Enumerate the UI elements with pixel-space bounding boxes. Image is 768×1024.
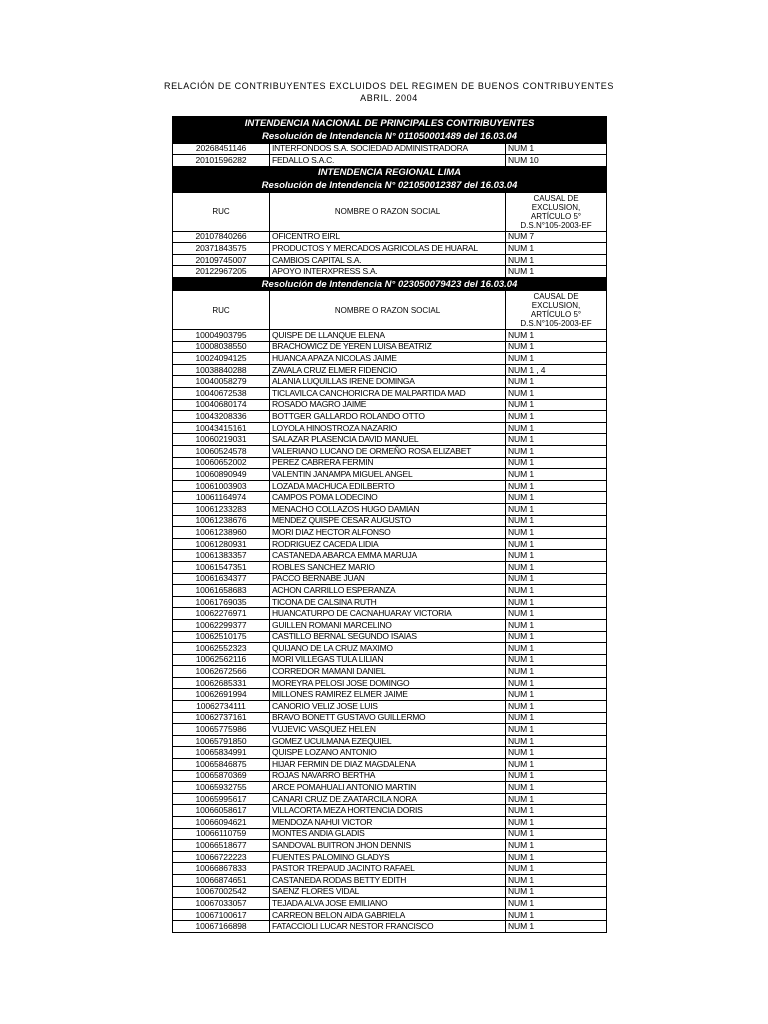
name-cell: RODRIGUEZ CACEDA LIDIA bbox=[270, 538, 506, 550]
name-cell: ROBLES SANCHEZ MARIO bbox=[270, 561, 506, 573]
ruc-cell: 10061238960 bbox=[173, 527, 270, 539]
intendencia-title: INTENDENCIA REGIONAL LIMA bbox=[173, 166, 607, 179]
ruc-cell: 10065870369 bbox=[173, 770, 270, 782]
name-cell: CAMBIOS CAPITAL S.A. bbox=[270, 254, 506, 266]
table-row bbox=[173, 735, 607, 747]
ruc-cell: 10065834991 bbox=[173, 747, 270, 759]
ruc-cell: 10062672566 bbox=[173, 666, 270, 678]
ruc-cell: 20109745007 bbox=[173, 254, 270, 266]
ruc-cell: 10067166898 bbox=[173, 921, 270, 933]
name-cell: VALENTIN JANAMPA MIGUEL ANGEL bbox=[270, 469, 506, 481]
ruc-cell: 10067033057 bbox=[173, 898, 270, 910]
name-cell: MENACHO COLLAZOS HUGO DAMIAN bbox=[270, 503, 506, 515]
table-row bbox=[173, 231, 607, 243]
causal-cell: NUM 1 bbox=[506, 863, 607, 875]
name-cell: FEDALLO S.A.C. bbox=[270, 155, 506, 167]
section-band bbox=[173, 278, 607, 291]
ruc-cell: 10060890949 bbox=[173, 469, 270, 481]
causal-cell: NUM 1 bbox=[506, 422, 607, 434]
name-cell: PASTOR TREPAUD JACINTO RAFAEL bbox=[270, 863, 506, 875]
table-row bbox=[173, 782, 607, 794]
table-row bbox=[173, 631, 607, 643]
table-row bbox=[173, 608, 607, 620]
table-body bbox=[173, 117, 607, 933]
table-row bbox=[173, 898, 607, 910]
ruc-cell: 20101596282 bbox=[173, 155, 270, 167]
name-cell: PEREZ CABRERA FERMIN bbox=[270, 457, 506, 469]
name-cell: HUANCA APAZA NICOLAS JAIME bbox=[270, 353, 506, 365]
causal-cell: NUM 1 bbox=[506, 793, 607, 805]
causal-cell: NUM 1 bbox=[506, 341, 607, 353]
section-band bbox=[173, 179, 607, 192]
name-cell: MOREYRA PELOSI JOSE DOMINGO bbox=[270, 677, 506, 689]
ruc-cell: 10061238676 bbox=[173, 515, 270, 527]
ruc-cell: 20122967205 bbox=[173, 266, 270, 278]
causal-cell: NUM 1 bbox=[506, 550, 607, 562]
causal-cell: NUM 1 bbox=[506, 782, 607, 794]
name-cell: BRACHOWICZ DE YEREN LUISA BEATRIZ bbox=[270, 341, 506, 353]
column-header-row bbox=[173, 192, 607, 231]
ruc-cell: 10067002542 bbox=[173, 886, 270, 898]
table-row bbox=[173, 770, 607, 782]
table-row bbox=[173, 677, 607, 689]
causal-cell: NUM 1 bbox=[506, 330, 607, 342]
ruc-cell: 10062552323 bbox=[173, 643, 270, 655]
causal-cell: NUM 1 bbox=[506, 446, 607, 458]
table-row bbox=[173, 399, 607, 411]
causal-header-line: CAUSAL DE bbox=[533, 193, 579, 203]
ruc-cell: 10040672538 bbox=[173, 388, 270, 400]
table-row bbox=[173, 376, 607, 388]
table-row bbox=[173, 863, 607, 875]
causal-cell: NUM 1 bbox=[506, 411, 607, 423]
table-row bbox=[173, 503, 607, 515]
causal-cell: NUM 1 bbox=[506, 457, 607, 469]
name-column-header: NOMBRE O RAZON SOCIAL bbox=[270, 291, 506, 330]
ruc-cell: 10061383357 bbox=[173, 550, 270, 562]
ruc-cell: 10066867833 bbox=[173, 863, 270, 875]
causal-column-header bbox=[506, 192, 607, 231]
causal-cell: NUM 1 bbox=[506, 376, 607, 388]
ruc-cell: 10061769035 bbox=[173, 596, 270, 608]
causal-header-line: ARTÍCULO 5° bbox=[530, 310, 582, 320]
table-row bbox=[173, 573, 607, 585]
name-cell: SALAZAR PLASENCIA DAVID MANUEL bbox=[270, 434, 506, 446]
ruc-cell: 10067100617 bbox=[173, 909, 270, 921]
resolution-title: Resolución de Intendencia N° 023050079423 del 16.03.04 bbox=[173, 278, 607, 291]
causal-cell: NUM 1 bbox=[506, 724, 607, 736]
table-row bbox=[173, 469, 607, 481]
ruc-cell: 10060524578 bbox=[173, 446, 270, 458]
ruc-cell: 10004903795 bbox=[173, 330, 270, 342]
ruc-cell: 10062276971 bbox=[173, 608, 270, 620]
causal-cell: NUM 1 bbox=[506, 909, 607, 921]
table-row bbox=[173, 388, 607, 400]
ruc-cell: 10061658683 bbox=[173, 585, 270, 597]
name-cell: TEJADA ALVA JOSE EMILIANO bbox=[270, 898, 506, 910]
causal-header-line: D.S.N°105-2003-EF bbox=[520, 220, 592, 230]
resolution-title: Resolución de Intendencia N° 021050012387 del 16.03.04 bbox=[173, 179, 607, 192]
ruc-cell: 10061547351 bbox=[173, 561, 270, 573]
table-row bbox=[173, 411, 607, 423]
name-cell: ARCE POMAHUALI ANTONIO MARTIN bbox=[270, 782, 506, 794]
causal-cell: NUM 1 bbox=[506, 643, 607, 655]
name-cell: CAMPOS POMA LODECINO bbox=[270, 492, 506, 504]
document-title: RELACIÓN DE CONTRIBUYENTES EXCLUIDOS DEL REGIMEN DE BUENOS CONTRIBUYENTES bbox=[163, 81, 615, 91]
ruc-cell: 10065932755 bbox=[173, 782, 270, 794]
name-cell: VILLACORTA MEZA HORTENCIA DORIS bbox=[270, 805, 506, 817]
name-cell: BOTTGER GALLARDO ROLANDO OTTO bbox=[270, 411, 506, 423]
causal-cell: NUM 1 bbox=[506, 515, 607, 527]
causal-cell: NUM 1 bbox=[506, 503, 607, 515]
document-date: ABRIL. 2004 bbox=[360, 93, 418, 103]
name-column-header: NOMBRE O RAZON SOCIAL bbox=[270, 192, 506, 231]
name-cell: HIJAR FERMIN DE DIAZ MAGDALENA bbox=[270, 759, 506, 771]
ruc-cell: 10066874651 bbox=[173, 874, 270, 886]
table-row bbox=[173, 747, 607, 759]
causal-cell: NUM 1 bbox=[506, 492, 607, 504]
causal-cell: NUM 1 bbox=[506, 898, 607, 910]
causal-cell: NUM 1 bbox=[506, 480, 607, 492]
section-band bbox=[173, 130, 607, 143]
name-cell: SAENZ FLORES VIDAL bbox=[270, 886, 506, 898]
name-cell: VALERIANO LUCANO DE ORMEÑO ROSA ELIZABET bbox=[270, 446, 506, 458]
table-row bbox=[173, 353, 607, 365]
causal-cell: NUM 1 bbox=[506, 666, 607, 678]
ruc-cell: 10062510175 bbox=[173, 631, 270, 643]
causal-cell: NUM 1 bbox=[506, 747, 607, 759]
name-cell: INTERFONDOS S.A. SOCIEDAD ADMINISTRADORA bbox=[270, 143, 506, 155]
ruc-cell: 10062685331 bbox=[173, 677, 270, 689]
name-cell: FATACCIOLI LUCAR NESTOR FRANCISCO bbox=[270, 921, 506, 933]
name-cell: HUANCATURPO DE CACNAHUARAY VICTORIA bbox=[270, 608, 506, 620]
causal-cell: NUM 1 bbox=[506, 243, 607, 255]
name-cell: ROJAS NAVARRO BERTHA bbox=[270, 770, 506, 782]
name-cell: CASTILLO BERNAL SEGUNDO ISAIAS bbox=[270, 631, 506, 643]
causal-cell: NUM 1 bbox=[506, 886, 607, 898]
causal-cell: NUM 1 bbox=[506, 689, 607, 701]
name-cell: MORI VILLEGAS TULA LILIAN bbox=[270, 654, 506, 666]
table-row bbox=[173, 654, 607, 666]
ruc-cell: 10066094621 bbox=[173, 817, 270, 829]
causal-cell: NUM 1 bbox=[506, 619, 607, 631]
name-cell: MORI DIAZ HECTOR ALFONSO bbox=[270, 527, 506, 539]
causal-column-header bbox=[506, 291, 607, 330]
causal-cell: NUM 1 bbox=[506, 434, 607, 446]
name-cell: ACHON CARRILLO ESPERANZA bbox=[270, 585, 506, 597]
name-cell: CANARI CRUZ DE ZAATARCILA NORA bbox=[270, 793, 506, 805]
table-row bbox=[173, 364, 607, 376]
ruc-cell: 10062562116 bbox=[173, 654, 270, 666]
ruc-cell: 10061280931 bbox=[173, 538, 270, 550]
name-cell: APOYO INTERXPRESS S.A. bbox=[270, 266, 506, 278]
name-cell: OFICENTRO EIRL bbox=[270, 231, 506, 243]
name-cell: LOZADA MACHUCA EDILBERTO bbox=[270, 480, 506, 492]
ruc-cell: 20107840266 bbox=[173, 231, 270, 243]
name-cell: CORREDOR MAMANI DANIEL bbox=[270, 666, 506, 678]
name-cell: MENDOZA NAHUI VICTOR bbox=[270, 817, 506, 829]
intendencia-title: INTENDENCIA NACIONAL DE PRINCIPALES CONTRIBUYENTES bbox=[173, 117, 607, 131]
name-cell: GOMEZ UCULMANA EZEQUIEL bbox=[270, 735, 506, 747]
causal-cell: NUM 1 bbox=[506, 353, 607, 365]
ruc-cell: 10065775986 bbox=[173, 724, 270, 736]
causal-cell: NUM 1 bbox=[506, 469, 607, 481]
table-row bbox=[173, 712, 607, 724]
causal-header-line: D.S.N°105-2003-EF bbox=[520, 319, 592, 329]
name-cell: MENDEZ QUISPE CESAR AUGUSTO bbox=[270, 515, 506, 527]
table-row bbox=[173, 759, 607, 771]
ruc-cell: 10061164974 bbox=[173, 492, 270, 504]
causal-cell: NUM 7 bbox=[506, 231, 607, 243]
ruc-cell: 10062691994 bbox=[173, 689, 270, 701]
causal-cell: NUM 1 bbox=[506, 817, 607, 829]
ruc-cell: 10040680174 bbox=[173, 399, 270, 411]
ruc-cell: 10062737161 bbox=[173, 712, 270, 724]
causal-cell: NUM 1 bbox=[506, 573, 607, 585]
ruc-column-header: RUC bbox=[173, 291, 270, 330]
causal-cell: NUM 1 bbox=[506, 143, 607, 155]
causal-header-line: CAUSAL DE bbox=[533, 292, 579, 302]
causal-cell: NUM 1 bbox=[506, 254, 607, 266]
causal-cell: NUM 10 bbox=[506, 155, 607, 167]
name-cell: QUISPE DE LLANQUE ELENA bbox=[270, 330, 506, 342]
ruc-cell: 10065846875 bbox=[173, 759, 270, 771]
ruc-cell: 10060652002 bbox=[173, 457, 270, 469]
ruc-cell: 10043208336 bbox=[173, 411, 270, 423]
name-cell: TICONA DE CALSINA RUTH bbox=[270, 596, 506, 608]
name-cell: ZAVALA CRUZ ELMER FIDENCIO bbox=[270, 364, 506, 376]
table-row bbox=[173, 254, 607, 266]
table-row bbox=[173, 666, 607, 678]
ruc-cell: 10043415161 bbox=[173, 422, 270, 434]
table-row bbox=[173, 550, 607, 562]
causal-cell: NUM 1 bbox=[506, 677, 607, 689]
table-row bbox=[173, 643, 607, 655]
ruc-cell: 20371843575 bbox=[173, 243, 270, 255]
causal-cell: NUM 1 bbox=[506, 840, 607, 852]
causal-cell: NUM 1 bbox=[506, 759, 607, 771]
name-cell: TICLAVILCA CANCHORICRA DE MALPARTIDA MAD bbox=[270, 388, 506, 400]
table-row bbox=[173, 851, 607, 863]
table-row bbox=[173, 446, 607, 458]
excluded-taxpayers-table bbox=[172, 116, 607, 933]
table-row bbox=[173, 724, 607, 736]
name-cell: VUJEVIC VASQUEZ HELEN bbox=[270, 724, 506, 736]
name-cell: CANORIO VELIZ JOSE LUIS bbox=[270, 701, 506, 713]
ruc-cell: 10008038550 bbox=[173, 341, 270, 353]
ruc-cell: 10038840288 bbox=[173, 364, 270, 376]
ruc-cell: 10061003903 bbox=[173, 480, 270, 492]
causal-cell: NUM 1 bbox=[506, 712, 607, 724]
ruc-cell: 10065995617 bbox=[173, 793, 270, 805]
ruc-cell: 10062299377 bbox=[173, 619, 270, 631]
causal-header-line: EXCLUSION, bbox=[531, 301, 581, 311]
causal-cell: NUM 1 bbox=[506, 527, 607, 539]
causal-cell: NUM 1 bbox=[506, 851, 607, 863]
table-row bbox=[173, 515, 607, 527]
name-cell: QUISPE LOZANO ANTONIO bbox=[270, 747, 506, 759]
causal-cell: NUM 1 bbox=[506, 561, 607, 573]
name-cell: PRODUCTOS Y MERCADOS AGRICOLAS DE HUARAL bbox=[270, 243, 506, 255]
table-row bbox=[173, 434, 607, 446]
table-row bbox=[173, 921, 607, 933]
causal-cell: NUM 1 bbox=[506, 608, 607, 620]
table-row bbox=[173, 422, 607, 434]
table-row bbox=[173, 341, 607, 353]
name-cell: PACCO BERNABE JUAN bbox=[270, 573, 506, 585]
ruc-cell: 10066518677 bbox=[173, 840, 270, 852]
table-row bbox=[173, 701, 607, 713]
ruc-cell: 10066722223 bbox=[173, 851, 270, 863]
causal-header-line: ARTÍCULO 5° bbox=[530, 211, 582, 221]
ruc-cell: 10066058617 bbox=[173, 805, 270, 817]
name-cell: CASTANEDA RODAS BETTY EDITH bbox=[270, 874, 506, 886]
table-row bbox=[173, 480, 607, 492]
table-row bbox=[173, 561, 607, 573]
causal-cell: NUM 1 bbox=[506, 701, 607, 713]
table-row bbox=[173, 143, 607, 155]
causal-cell: NUM 1 bbox=[506, 399, 607, 411]
causal-cell: NUM 1 bbox=[506, 921, 607, 933]
ruc-cell: 10066110759 bbox=[173, 828, 270, 840]
name-cell: ALANIA LUQUILLAS IRENE DOMINGA bbox=[270, 376, 506, 388]
name-cell: GUILLEN ROMANI MARCELINO bbox=[270, 619, 506, 631]
ruc-cell: 10024094125 bbox=[173, 353, 270, 365]
name-cell: CASTANEDA ABARCA EMMA MARUJA bbox=[270, 550, 506, 562]
table-row bbox=[173, 805, 607, 817]
table-row bbox=[173, 817, 607, 829]
column-header-row bbox=[173, 291, 607, 330]
causal-cell: NUM 1 , 4 bbox=[506, 364, 607, 376]
name-cell: MONTES ANDIA GLADIS bbox=[270, 828, 506, 840]
name-cell: QUIJANO DE LA CRUZ MAXIMO bbox=[270, 643, 506, 655]
ruc-cell: 10061233283 bbox=[173, 503, 270, 515]
causal-cell: NUM 1 bbox=[506, 585, 607, 597]
section-band bbox=[173, 117, 607, 131]
causal-cell: NUM 1 bbox=[506, 388, 607, 400]
table-row bbox=[173, 266, 607, 278]
table-row bbox=[173, 840, 607, 852]
resolution-title: Resolución de Intendencia N° 011050001489 del 16.03.04 bbox=[173, 130, 607, 143]
table-row bbox=[173, 689, 607, 701]
table-row bbox=[173, 619, 607, 631]
causal-cell: NUM 1 bbox=[506, 654, 607, 666]
causal-cell: NUM 1 bbox=[506, 266, 607, 278]
page-header bbox=[0, 80, 768, 104]
table-row bbox=[173, 243, 607, 255]
causal-cell: NUM 1 bbox=[506, 631, 607, 643]
table-row bbox=[173, 492, 607, 504]
name-cell: BRAVO BONETT GUSTAVO GUILLERMO bbox=[270, 712, 506, 724]
causal-header-line: EXCLUSION, bbox=[531, 202, 581, 212]
table-row bbox=[173, 874, 607, 886]
causal-cell: NUM 1 bbox=[506, 874, 607, 886]
table-row bbox=[173, 886, 607, 898]
causal-cell: NUM 1 bbox=[506, 735, 607, 747]
table-row bbox=[173, 909, 607, 921]
ruc-cell: 10065791850 bbox=[173, 735, 270, 747]
ruc-cell: 10061634377 bbox=[173, 573, 270, 585]
table-row bbox=[173, 596, 607, 608]
name-cell: MILLONES RAMIREZ ELMER JAIME bbox=[270, 689, 506, 701]
section-band bbox=[173, 166, 607, 179]
ruc-cell: 10062734111 bbox=[173, 701, 270, 713]
ruc-column-header: RUC bbox=[173, 192, 270, 231]
ruc-cell: 20268451146 bbox=[173, 143, 270, 155]
causal-cell: NUM 1 bbox=[506, 805, 607, 817]
name-cell: CARREON BELON AIDA GABRIELA bbox=[270, 909, 506, 921]
ruc-cell: 10040058279 bbox=[173, 376, 270, 388]
table-row bbox=[173, 538, 607, 550]
table-row bbox=[173, 585, 607, 597]
name-cell: ROSADO MAGRO JAIME bbox=[270, 399, 506, 411]
table-row bbox=[173, 155, 607, 167]
name-cell: LOYOLA HINOSTROZA NAZARIO bbox=[270, 422, 506, 434]
table-row bbox=[173, 457, 607, 469]
causal-cell: NUM 1 bbox=[506, 538, 607, 550]
table-row bbox=[173, 527, 607, 539]
name-cell: SANDOVAL BUITRON JHON DENNIS bbox=[270, 840, 506, 852]
causal-cell: NUM 1 bbox=[506, 828, 607, 840]
table-row bbox=[173, 828, 607, 840]
table-row bbox=[173, 330, 607, 342]
ruc-cell: 10060219031 bbox=[173, 434, 270, 446]
causal-cell: NUM 1 bbox=[506, 596, 607, 608]
table-row bbox=[173, 793, 607, 805]
name-cell: FUENTES PALOMINO GLADYS bbox=[270, 851, 506, 863]
causal-cell: NUM 1 bbox=[506, 770, 607, 782]
